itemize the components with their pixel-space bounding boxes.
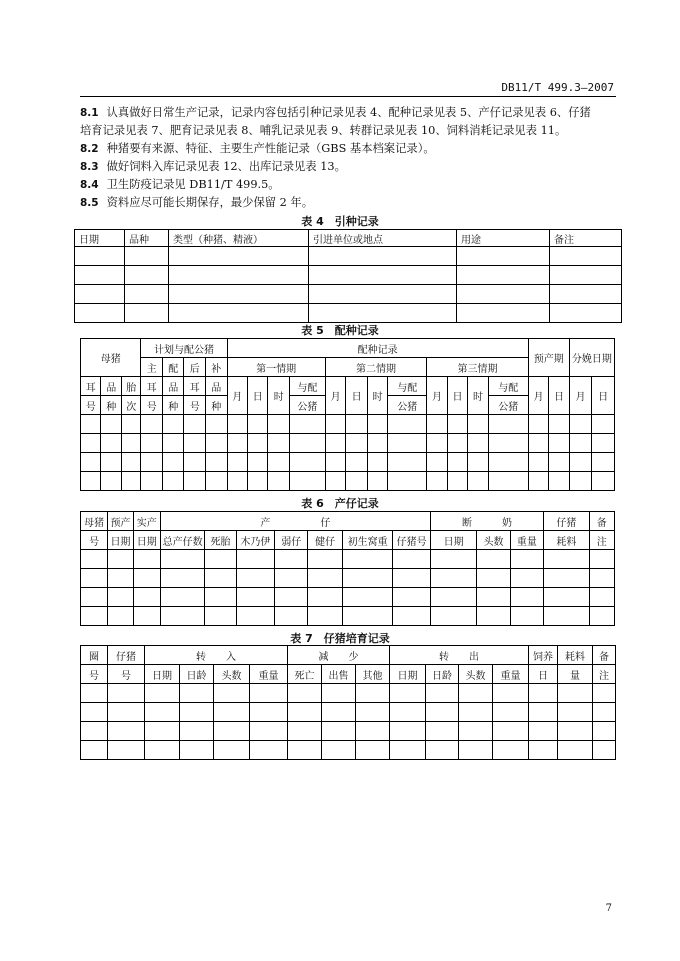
t6-wean: 断 奶 bbox=[430, 512, 543, 531]
page-number: 7 bbox=[605, 903, 612, 914]
t6-note: 注 bbox=[589, 531, 614, 550]
t5-estrus-1: 第一情期 bbox=[227, 358, 325, 377]
t5-month: 月 bbox=[569, 377, 592, 415]
table-row bbox=[81, 472, 615, 491]
t5-hour: 时 bbox=[367, 377, 387, 415]
document-code: DB11/T 499.3—2007 bbox=[501, 81, 614, 94]
t5-boar: 与配 bbox=[388, 377, 427, 396]
t5-boar2: 公猪 bbox=[289, 396, 325, 415]
t6-feed: 耗料 bbox=[544, 531, 590, 550]
t4-col-breed: 品种 bbox=[125, 230, 169, 247]
t5-ear: 耳 bbox=[81, 377, 101, 396]
table7-piglet-rearing-record bbox=[80, 645, 616, 760]
t6-litter-weight: 初生窝重 bbox=[342, 531, 393, 550]
t4-col-use: 用途 bbox=[457, 230, 550, 247]
t4-col-remark: 备注 bbox=[550, 230, 622, 247]
t5-due-date: 预产期 bbox=[528, 339, 569, 377]
t5-estrus-3: 第三情期 bbox=[427, 358, 529, 377]
table-row bbox=[75, 304, 622, 323]
para-8-1: 8.1 认真做好日常生产记录，记录内容包括引种记录见表 4、配种记录见表 5、产仔记录见表 6、仔猪 bbox=[80, 106, 591, 119]
t5-kind: 种 bbox=[162, 396, 184, 415]
table-row bbox=[81, 569, 615, 588]
t5-num: 号 bbox=[141, 396, 163, 415]
table5-caption: 表 5 配种记录 bbox=[301, 324, 379, 337]
t5-farrow-date: 分娩日期 bbox=[569, 339, 614, 377]
t7-sold: 出售 bbox=[322, 665, 356, 684]
t6-remark: 备 bbox=[589, 512, 614, 531]
t6-piglet: 仔猪 bbox=[544, 512, 590, 531]
t5-month: 月 bbox=[325, 377, 345, 415]
t5-after: 后 bbox=[184, 358, 206, 377]
t7-remark: 备 bbox=[593, 646, 616, 665]
para-8-4: 8.4 卫生防疫记录见 DB11/T 499.5。 bbox=[80, 178, 280, 191]
t5-day: 日 bbox=[549, 377, 569, 415]
t5-num: 号 bbox=[81, 396, 101, 415]
para-8-1-cont: 培育记录见表 7、肥育记录见表 8、哺乳记录见表 9、转群记录见表 10、饲料消耗记录见表 11。 bbox=[80, 124, 567, 137]
t6-wean-date: 日期 bbox=[430, 531, 477, 550]
t6-healthy: 健仔 bbox=[308, 531, 342, 550]
t6-headcount: 头数 bbox=[477, 531, 510, 550]
table5-mating-record bbox=[80, 338, 615, 491]
t7-out-weight: 重量 bbox=[493, 665, 529, 684]
t7-out-age: 日龄 bbox=[426, 665, 459, 684]
t6-sow: 母猪 bbox=[81, 512, 108, 531]
table6-farrowing-record bbox=[80, 511, 615, 626]
t5-ear2: 耳 bbox=[141, 377, 163, 396]
t6-weak: 弱仔 bbox=[275, 531, 308, 550]
t7-other: 其他 bbox=[356, 665, 390, 684]
t7-death: 死亡 bbox=[288, 665, 322, 684]
t7-num2: 号 bbox=[108, 665, 145, 684]
t5-boar2: 公猪 bbox=[388, 396, 427, 415]
t5-month: 月 bbox=[528, 377, 548, 415]
t6-due-date: 日期 bbox=[108, 531, 133, 550]
t5-ear3: 耳 bbox=[184, 377, 206, 396]
t6-dead: 死胎 bbox=[205, 531, 236, 550]
t5-supp: 补 bbox=[205, 358, 227, 377]
table-row bbox=[81, 607, 615, 626]
t5-hour: 时 bbox=[468, 377, 488, 415]
table-row bbox=[81, 703, 616, 722]
t7-feeding: 饲养 bbox=[529, 646, 558, 665]
t5-main: 主 bbox=[141, 358, 163, 377]
t7-note: 注 bbox=[593, 665, 616, 684]
table-row bbox=[81, 722, 616, 741]
table6-caption: 表 6 产仔记录 bbox=[301, 497, 379, 510]
table-row bbox=[81, 588, 615, 607]
table-row bbox=[81, 453, 615, 472]
table-row bbox=[75, 266, 622, 285]
t7-in-headcount: 头数 bbox=[214, 665, 250, 684]
t7-in-date: 日期 bbox=[145, 665, 180, 684]
t6-num: 号 bbox=[81, 531, 108, 550]
t5-month: 月 bbox=[427, 377, 447, 415]
t6-total: 总产仔数 bbox=[160, 531, 204, 550]
t7-transfer-out: 转 出 bbox=[390, 646, 529, 665]
t4-col-date: 日期 bbox=[75, 230, 125, 247]
t7-in-weight: 重量 bbox=[250, 665, 288, 684]
t5-kind: 种 bbox=[101, 396, 121, 415]
t4-col-source: 引进单位或地点 bbox=[309, 230, 457, 247]
t5-boar2: 公猪 bbox=[488, 396, 528, 415]
t5-mating-record: 配种记录 bbox=[227, 339, 528, 358]
t5-breed3: 品 bbox=[205, 377, 227, 396]
t7-out-date: 日期 bbox=[390, 665, 426, 684]
table7-caption: 表 7 仔猪培育记录 bbox=[290, 632, 390, 645]
t5-day: 日 bbox=[346, 377, 368, 415]
t6-actual: 实产 bbox=[133, 512, 160, 531]
t5-times: 次 bbox=[121, 396, 140, 415]
t5-plan-boar: 计划与配公猪 bbox=[141, 339, 227, 358]
table-row bbox=[81, 434, 615, 453]
t4-col-type: 类型（种猪、精液） bbox=[169, 230, 309, 247]
table4-caption: 表 4 引种记录 bbox=[301, 215, 379, 228]
t6-due: 预产 bbox=[108, 512, 133, 531]
t5-hour: 时 bbox=[268, 377, 290, 415]
t7-feed: 耗料 bbox=[558, 646, 593, 665]
t7-transfer-in: 转 入 bbox=[145, 646, 288, 665]
para-8-3: 8.3 做好饲料入库记录见表 12、出库记录见表 13。 bbox=[80, 160, 346, 173]
t7-day: 日 bbox=[529, 665, 558, 684]
table-row bbox=[81, 741, 616, 760]
table-row bbox=[81, 415, 615, 434]
t7-piglet: 仔猪 bbox=[108, 646, 145, 665]
t7-decrease: 减 少 bbox=[288, 646, 390, 665]
para-8-5: 8.5 资料应尽可能长期保存，最少保留 2 年。 bbox=[80, 196, 314, 209]
t5-day: 日 bbox=[592, 377, 615, 415]
t6-piglet-no: 仔猪号 bbox=[393, 531, 430, 550]
t5-parity: 胎 bbox=[121, 377, 140, 396]
t5-day: 日 bbox=[447, 377, 467, 415]
t6-birth: 产 仔 bbox=[160, 512, 430, 531]
t5-boar: 与配 bbox=[488, 377, 528, 396]
t5-breed: 品 bbox=[101, 377, 121, 396]
t6-actual-date: 日期 bbox=[133, 531, 160, 550]
t5-num: 号 bbox=[184, 396, 206, 415]
t5-breed2: 品 bbox=[162, 377, 184, 396]
t7-num: 号 bbox=[81, 665, 108, 684]
t6-mummy: 木乃伊 bbox=[236, 531, 274, 550]
t7-amount: 量 bbox=[558, 665, 593, 684]
t7-pen: 圈 bbox=[81, 646, 108, 665]
t5-month: 月 bbox=[227, 377, 247, 415]
t6-weight: 重量 bbox=[510, 531, 543, 550]
table-row bbox=[81, 684, 616, 703]
t5-day: 日 bbox=[247, 377, 267, 415]
t7-in-age: 日龄 bbox=[180, 665, 214, 684]
t5-sow: 母猪 bbox=[81, 339, 141, 377]
t5-kind: 种 bbox=[205, 396, 227, 415]
t5-with: 配 bbox=[162, 358, 184, 377]
header-rule bbox=[80, 96, 616, 97]
table4-intro-record bbox=[74, 229, 622, 323]
table-row bbox=[75, 247, 622, 266]
t5-estrus-2: 第二情期 bbox=[325, 358, 426, 377]
para-8-2: 8.2 种猪要有来源、特征、主要生产性能记录（GBS 基本档案记录）。 bbox=[80, 142, 435, 155]
table-row bbox=[75, 285, 622, 304]
table-row bbox=[81, 550, 615, 569]
t5-boar: 与配 bbox=[289, 377, 325, 396]
t7-out-headcount: 头数 bbox=[459, 665, 493, 684]
